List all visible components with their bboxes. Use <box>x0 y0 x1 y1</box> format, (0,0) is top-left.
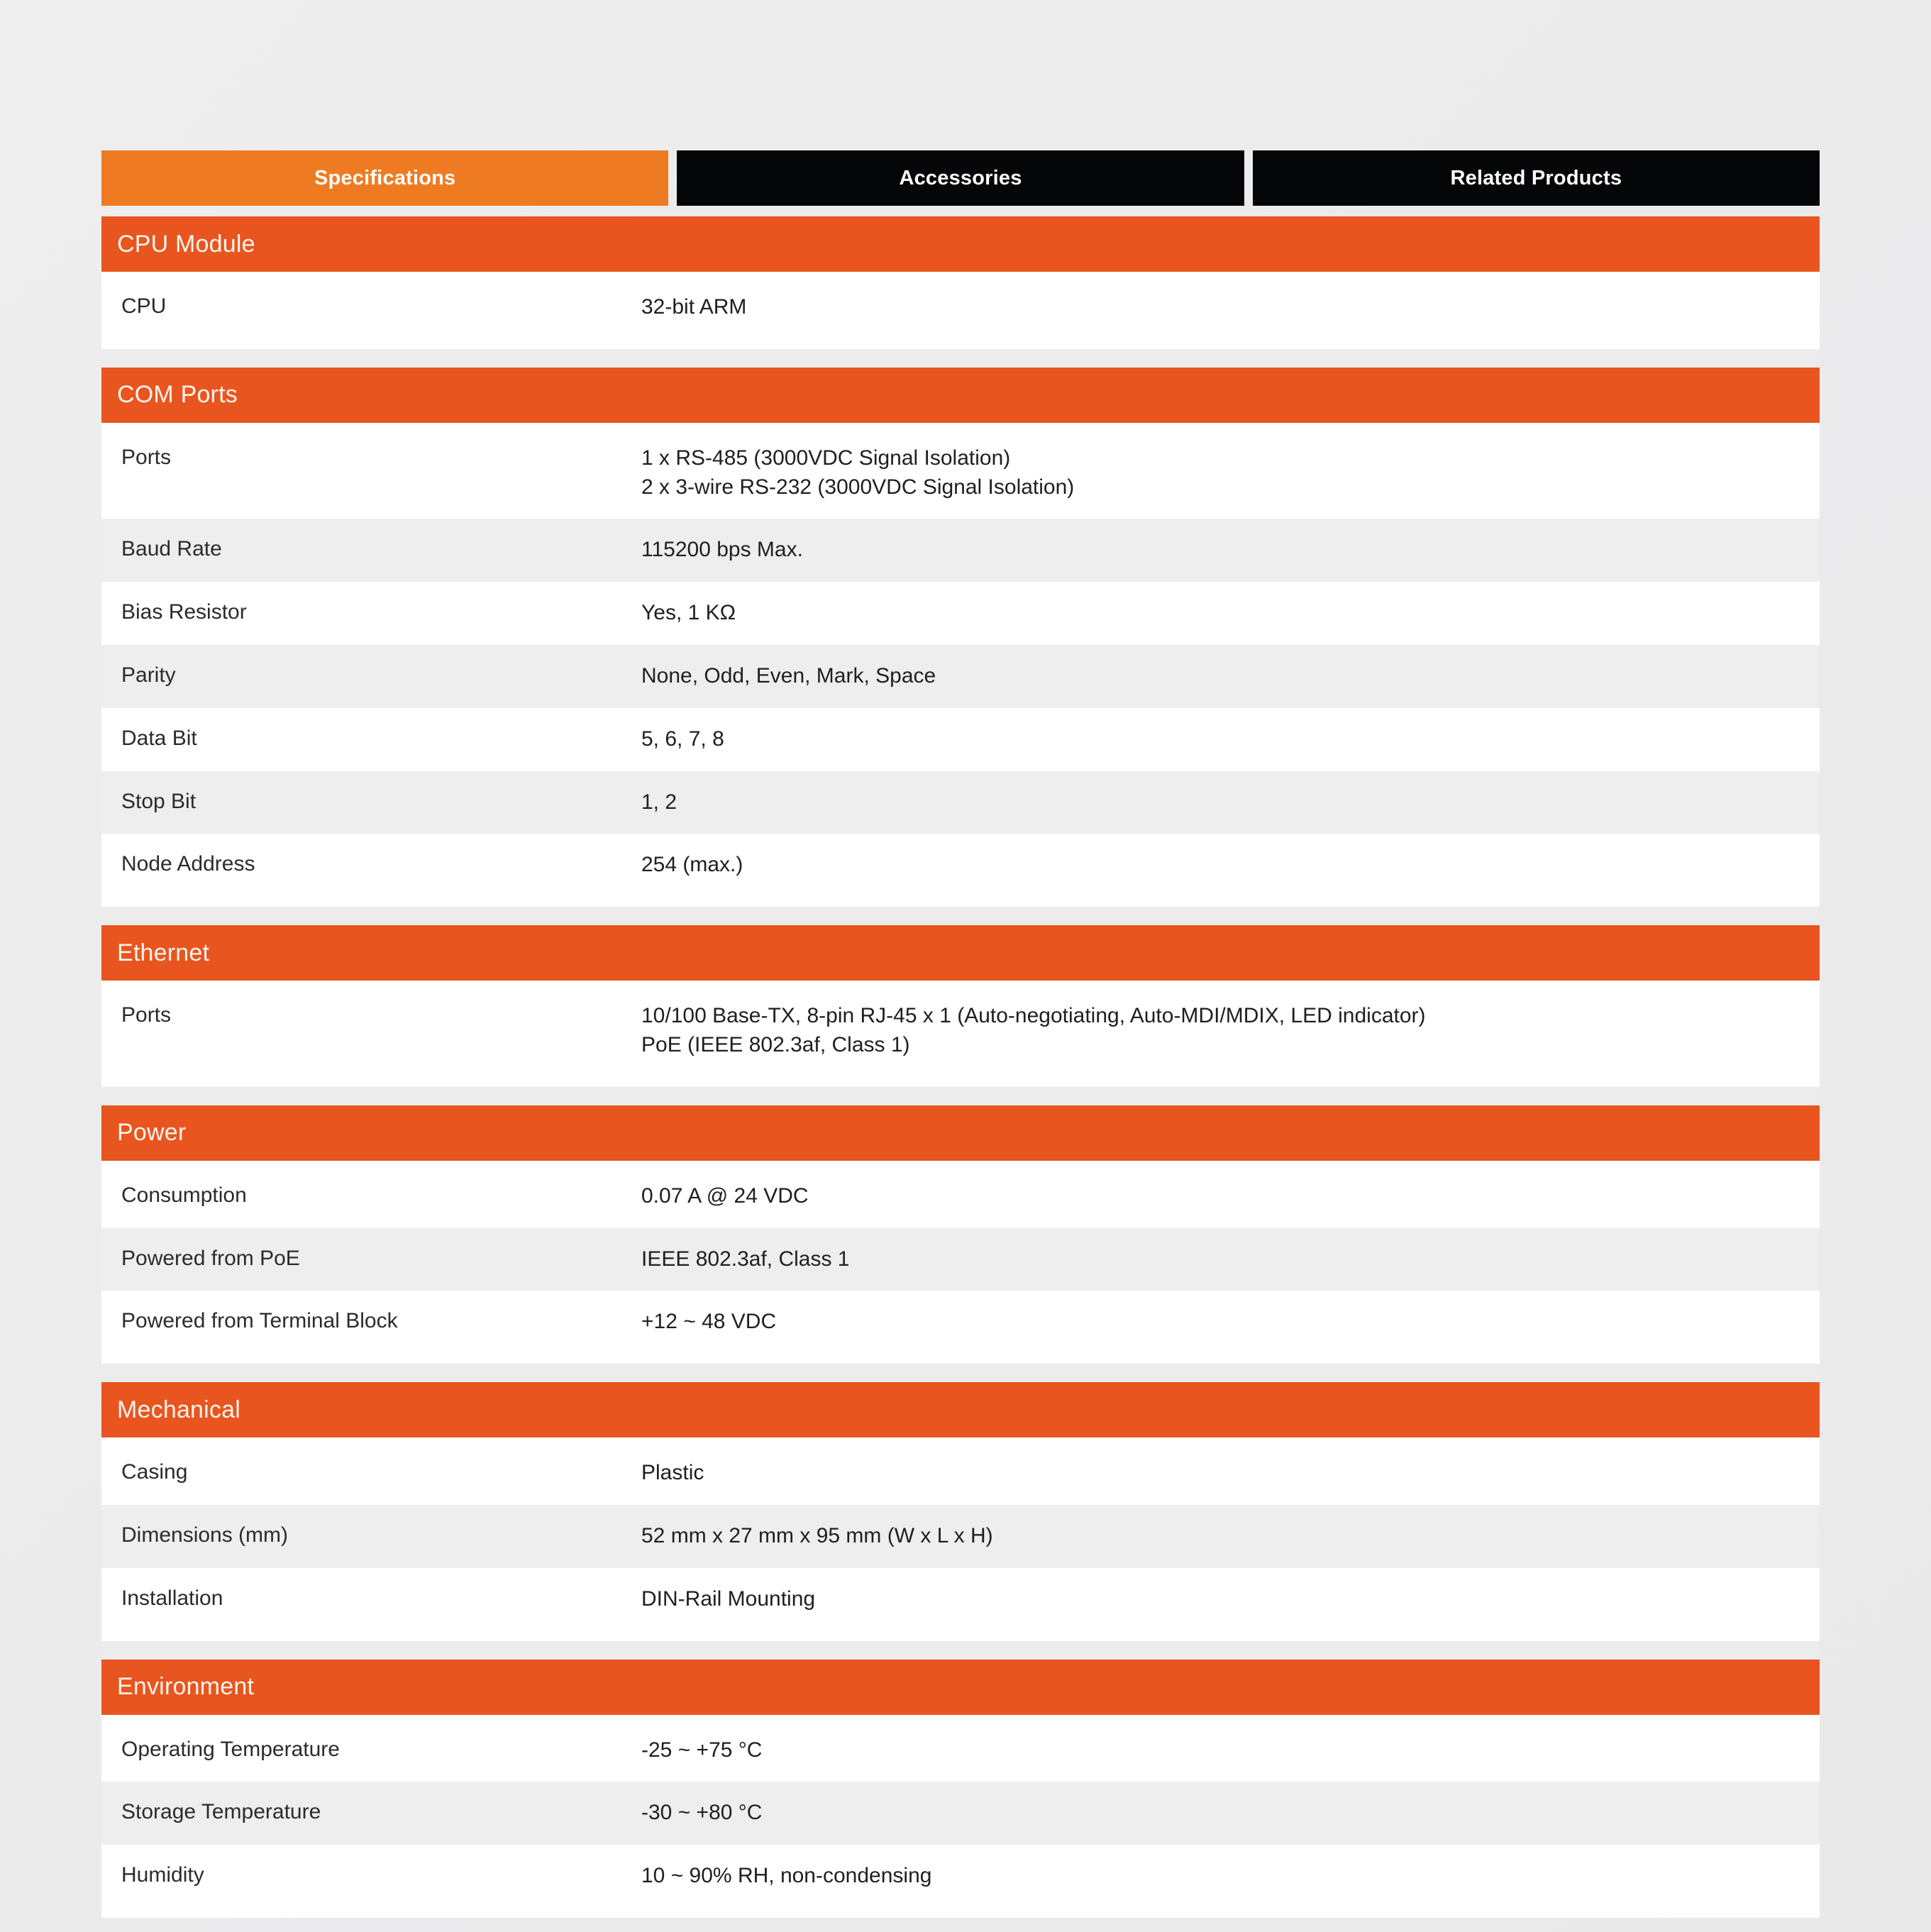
row-value <box>641 771 1820 834</box>
tab-related-products-label: Related Products <box>1450 166 1622 189</box>
product-tab-bar <box>101 150 1820 206</box>
spec-section <box>101 1660 1820 1918</box>
row-value-line: Yes, 1 KΩ <box>641 601 736 625</box>
table-row <box>101 1291 1820 1364</box>
row-value <box>641 645 1820 708</box>
section-header-title: Power <box>117 1119 187 1147</box>
row-value <box>641 519 1820 582</box>
row-value <box>641 272 1820 349</box>
section-gap <box>101 349 1820 368</box>
row-value <box>641 1568 1820 1641</box>
section-header-title: Environment <box>117 1673 255 1701</box>
table-row <box>101 1437 1820 1505</box>
row-label: Dimensions (mm) <box>121 1523 289 1547</box>
spec-section <box>101 925 1820 1087</box>
row-value-line: 1, 2 <box>641 790 677 814</box>
row-label: Humidity <box>121 1863 204 1887</box>
row-label: Data Bit <box>121 726 197 750</box>
section-header <box>101 1382 1820 1437</box>
row-value <box>641 1228 1820 1291</box>
section-header-title: Ethernet <box>117 939 210 966</box>
table-row <box>101 708 1820 771</box>
spec-section <box>101 1382 1820 1640</box>
row-value <box>641 582 1820 645</box>
row-value-line: Plastic <box>641 1461 704 1485</box>
row-label: Node Address <box>121 852 255 876</box>
table-row <box>101 1782 1820 1845</box>
row-label: Installation <box>121 1586 223 1610</box>
row-value <box>641 1437 1820 1505</box>
spec-section <box>101 216 1820 349</box>
row-label: Baud Rate <box>121 537 222 561</box>
row-value-line: DIN-Rail Mounting <box>641 1586 816 1611</box>
table-row <box>101 981 1820 1087</box>
row-value-line: 32-bit ARM <box>641 295 747 319</box>
row-label: Bias Resistor <box>121 600 247 624</box>
row-value <box>641 708 1820 771</box>
row-value-line: 1 x RS-485 (3000VDC Signal Isolation) <box>641 446 1011 470</box>
row-value-line: +12 ~ 48 VDC <box>641 1310 777 1334</box>
row-value-line: 10/100 Base-TX, 8-pin RJ-45 x 1 (Auto-negotiating, Auto-MDI/MDIX, LED indicator) <box>641 1004 1426 1028</box>
tab-accessories-label: Accessories <box>899 166 1022 189</box>
table-row <box>101 423 1820 519</box>
row-value-line: -25 ~ +75 °C <box>641 1738 763 1762</box>
row-label: CPU <box>121 294 167 318</box>
row-value-line: 52 mm x 27 mm x 95 mm (W x L x H) <box>641 1523 993 1547</box>
section-header-title: CPU Module <box>117 230 255 258</box>
section-header <box>101 216 1820 272</box>
row-value <box>641 423 1820 519</box>
row-label: Parity <box>121 663 176 687</box>
table-row <box>101 834 1820 907</box>
row-value <box>641 1782 1820 1845</box>
row-value-line: 2 x 3-wire RS-232 (3000VDC Signal Isolation) <box>641 475 1075 499</box>
row-value-line: PoE (IEEE 802.3af, Class 1) <box>641 1032 910 1056</box>
section-rows <box>101 1437 1820 1640</box>
row-label: Ports <box>121 1003 172 1027</box>
section-header-title: Mechanical <box>117 1396 240 1423</box>
spec-section <box>101 368 1820 907</box>
tab-specifications[interactable] <box>101 150 668 206</box>
section-gap <box>101 1641 1820 1660</box>
section-gap <box>101 907 1820 925</box>
section-rows <box>101 1715 1820 1918</box>
row-label: Powered from Terminal Block <box>121 1309 398 1333</box>
row-value-line: 5, 6, 7, 8 <box>641 727 724 751</box>
row-value <box>641 834 1820 907</box>
section-rows <box>101 272 1820 349</box>
row-value-line: None, Odd, Even, Mark, Space <box>641 663 936 688</box>
row-value <box>641 1291 1820 1364</box>
row-label: Consumption <box>121 1183 247 1207</box>
table-row <box>101 1228 1820 1291</box>
table-row <box>101 1845 1820 1918</box>
tab-specifications-label: Specifications <box>314 166 456 189</box>
row-value <box>641 1161 1820 1228</box>
section-header-title: COM Ports <box>117 381 238 409</box>
table-row <box>101 645 1820 708</box>
section-gap <box>101 1087 1820 1105</box>
table-row <box>101 1568 1820 1641</box>
specifications-table <box>101 216 1820 1918</box>
section-header <box>101 1660 1820 1715</box>
tab-accessories[interactable] <box>677 150 1244 206</box>
row-label: Operating Temperature <box>121 1737 340 1761</box>
table-row <box>101 771 1820 834</box>
section-header <box>101 368 1820 423</box>
row-value <box>641 1845 1820 1918</box>
row-value-line: IEEE 802.3af, Class 1 <box>641 1247 850 1271</box>
row-value-line: 0.07 A @ 24 VDC <box>641 1183 809 1208</box>
row-value <box>641 1715 1820 1782</box>
section-rows <box>101 981 1820 1087</box>
section-gap <box>101 1364 1820 1382</box>
row-label: Casing <box>121 1460 188 1484</box>
row-value-line: 115200 bps Max. <box>641 538 803 562</box>
table-row <box>101 519 1820 582</box>
table-row <box>101 582 1820 645</box>
row-value-line: -30 ~ +80 °C <box>641 1801 763 1825</box>
tab-related-products[interactable] <box>1253 150 1820 206</box>
row-value <box>641 1505 1820 1568</box>
spec-section <box>101 1105 1820 1364</box>
row-value-line: 10 ~ 90% RH, non-condensing <box>641 1864 932 1888</box>
section-rows <box>101 1161 1820 1364</box>
table-row <box>101 1715 1820 1782</box>
section-header <box>101 925 1820 981</box>
table-row <box>101 272 1820 349</box>
row-label: Ports <box>121 445 172 469</box>
section-rows <box>101 423 1820 907</box>
table-row <box>101 1161 1820 1228</box>
row-value <box>641 981 1820 1087</box>
table-row <box>101 1505 1820 1568</box>
section-header <box>101 1105 1820 1161</box>
row-label: Powered from PoE <box>121 1246 300 1270</box>
row-value-line: 254 (max.) <box>641 853 743 877</box>
row-label: Stop Bit <box>121 789 197 813</box>
row-label: Storage Temperature <box>121 1800 321 1824</box>
